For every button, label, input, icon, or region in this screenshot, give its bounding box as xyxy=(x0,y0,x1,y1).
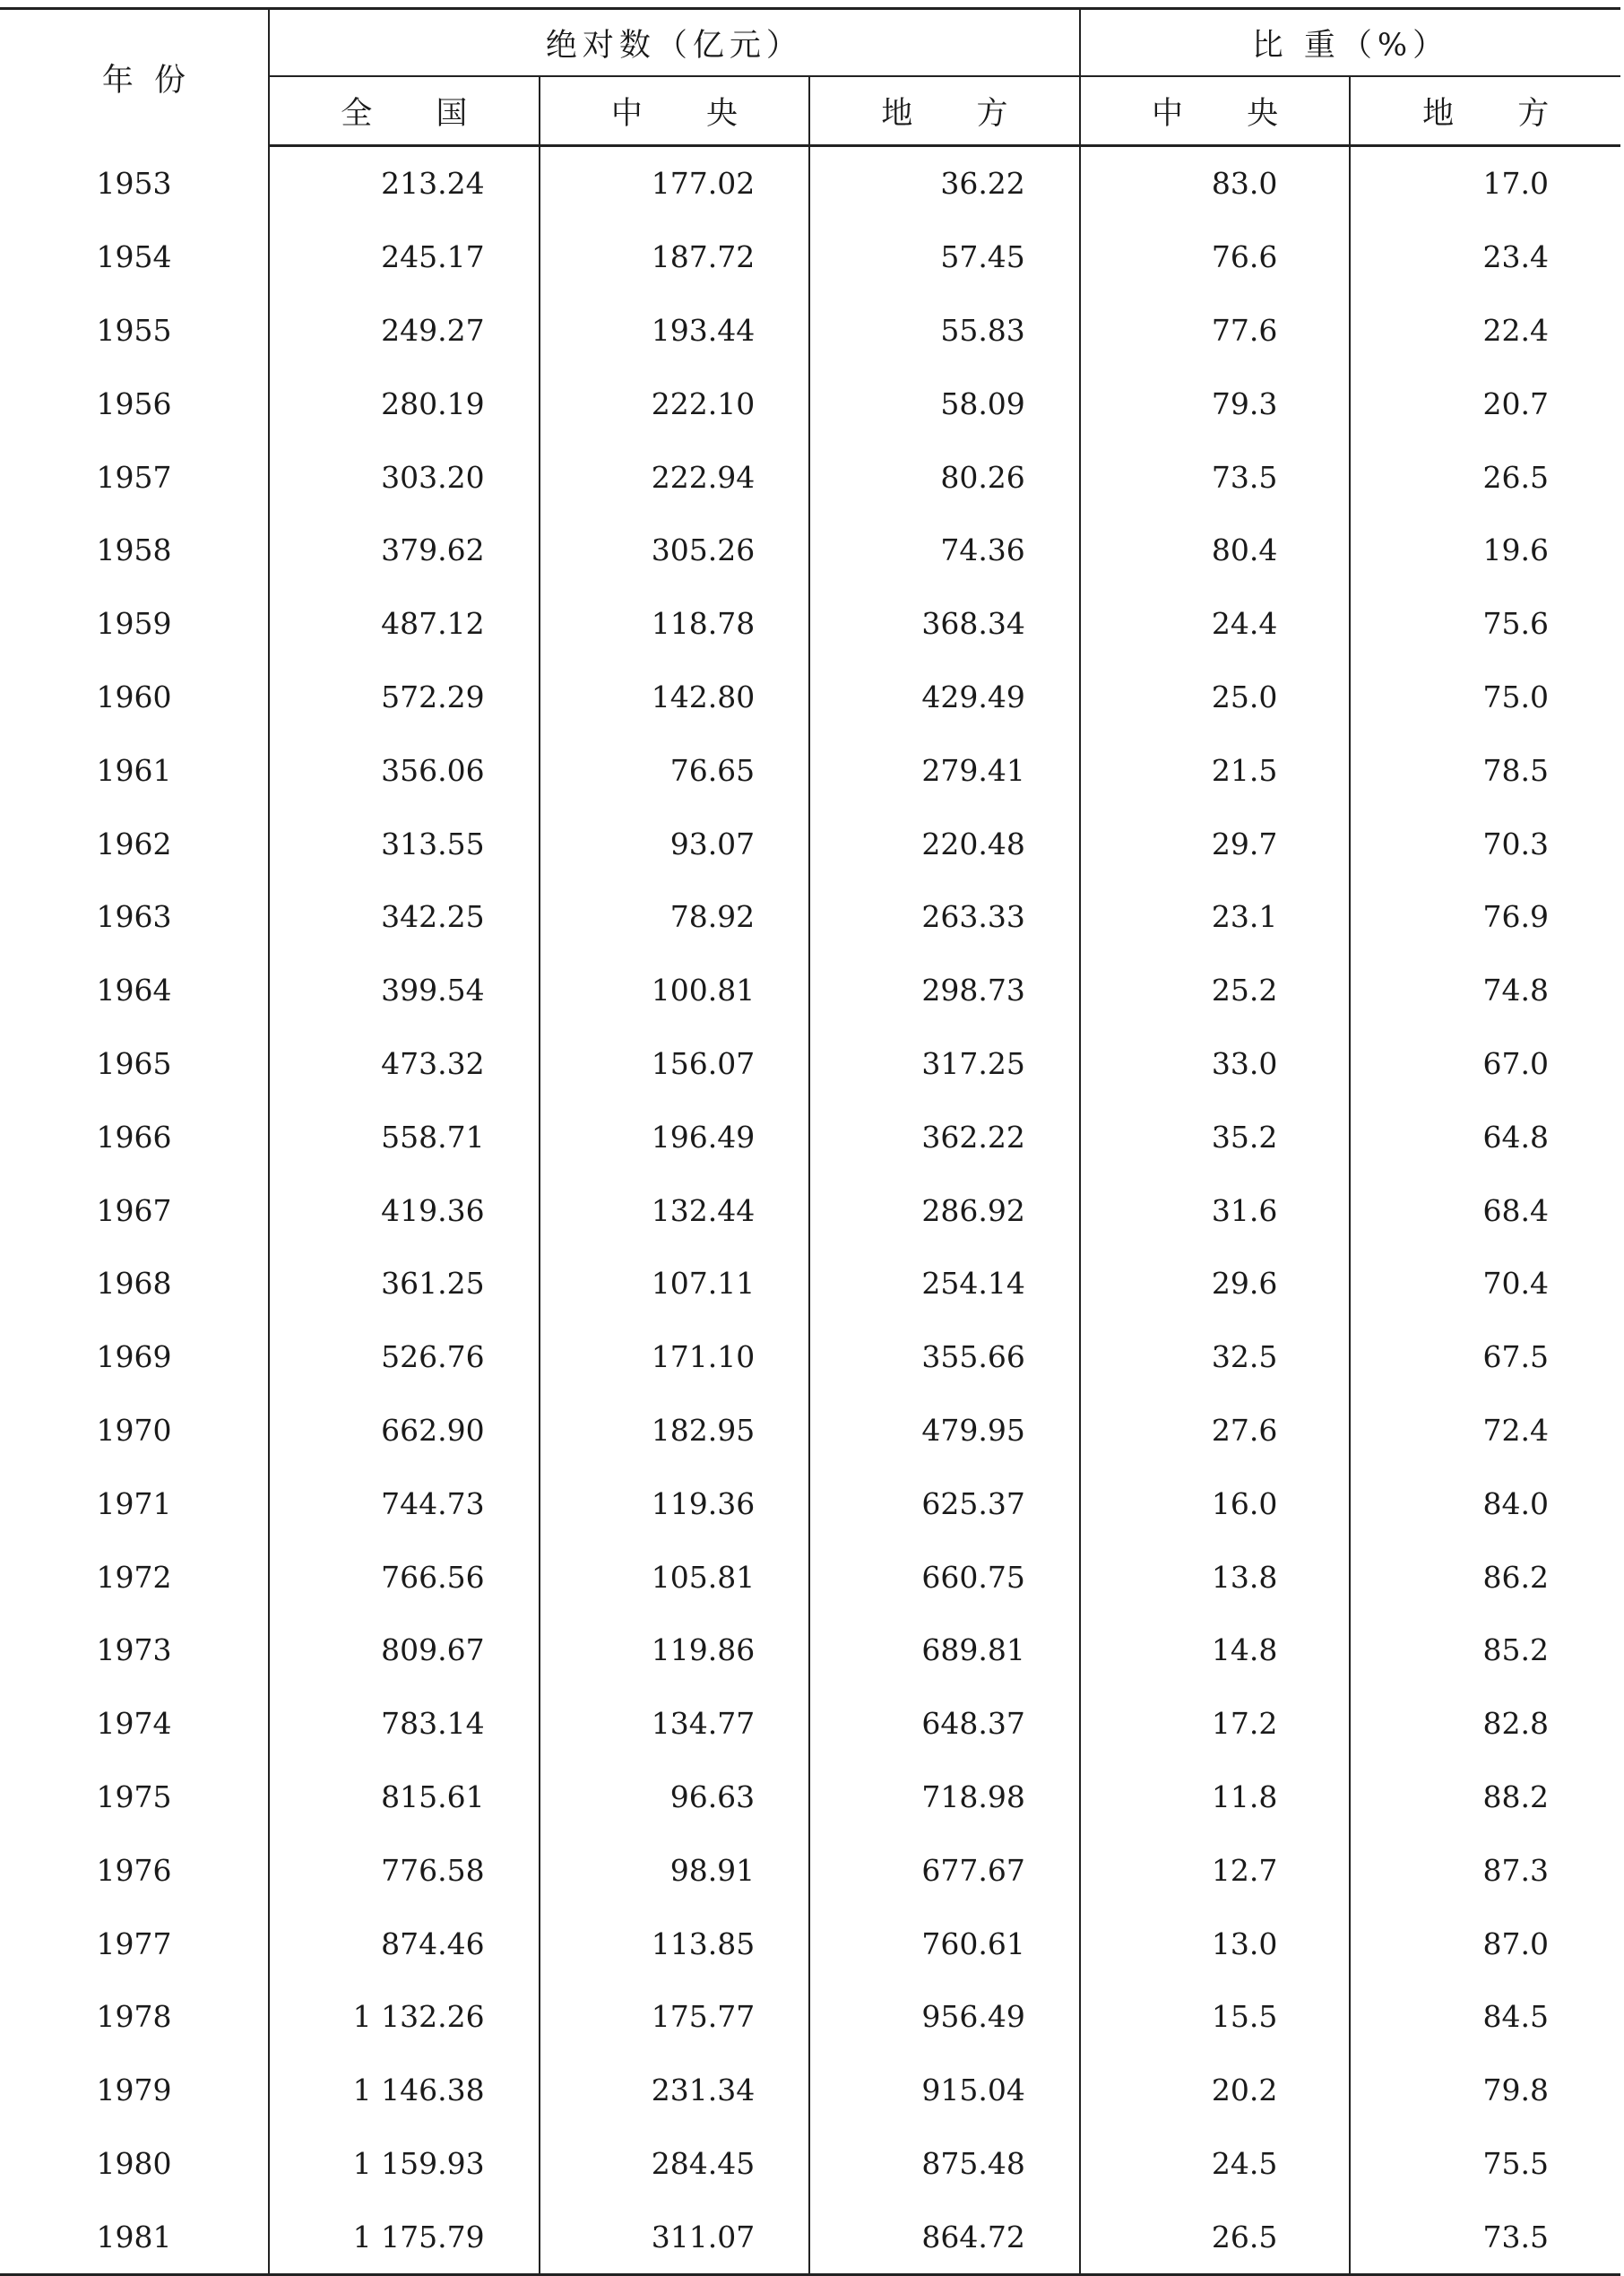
cell-local-pct: 19.6 xyxy=(1482,532,1550,568)
table-row xyxy=(0,880,1620,954)
table-row xyxy=(0,221,1620,294)
cell-year: 1958 xyxy=(0,514,269,587)
cell-local: 317.25 xyxy=(809,1027,1080,1101)
revenue-table xyxy=(0,7,1620,2276)
cell-national: 379.62 xyxy=(269,514,540,587)
table-row xyxy=(0,2127,1620,2201)
cell-local: 355.66 xyxy=(809,1320,1080,1394)
cell-local: 362.22 xyxy=(809,1100,1080,1173)
cell-local: 875.48 xyxy=(809,2127,1080,2201)
cell-year: 1978 xyxy=(0,1980,269,2054)
table-row xyxy=(0,1761,1620,1834)
cell-local-pct: 76.9 xyxy=(1482,899,1550,935)
cell-local: 677.67 xyxy=(809,1833,1080,1907)
cell-central: 284.45 xyxy=(540,2127,810,2201)
header-row-groups xyxy=(0,9,1620,77)
cell-year: 1953 xyxy=(0,146,269,221)
cell-local-pct: 88.2 xyxy=(1482,1778,1550,1814)
cell-local-pct: 82.8 xyxy=(1482,1706,1550,1742)
cell-central: 142.80 xyxy=(540,661,810,734)
cell-central: 118.78 xyxy=(540,587,810,661)
cell-central-pct: 16.0 xyxy=(1080,1467,1351,1540)
table-row xyxy=(0,733,1620,807)
table-row xyxy=(0,146,1620,221)
cell-national: 1 159.93 xyxy=(269,2127,540,2201)
cell-local-pct: 17.0 xyxy=(1482,166,1550,202)
table-row xyxy=(0,367,1620,440)
cell-year: 1959 xyxy=(0,587,269,661)
cell-year: 1965 xyxy=(0,1027,269,1101)
cell-national: 342.25 xyxy=(269,880,540,954)
cell-central: 78.92 xyxy=(540,880,810,954)
cell-year: 1961 xyxy=(0,733,269,807)
cell-central-pct: 20.2 xyxy=(1080,2054,1351,2127)
cell-central-pct: 25.0 xyxy=(1080,661,1351,734)
header-absolute-group: 绝对数（亿元） xyxy=(269,9,1080,77)
cell-local-pct: 85.2 xyxy=(1482,1632,1550,1668)
cell-national: 399.54 xyxy=(269,954,540,1027)
cell-central-pct: 27.6 xyxy=(1080,1394,1351,1467)
cell-year: 1956 xyxy=(0,367,269,440)
cell-central: 156.07 xyxy=(540,1027,810,1101)
cell-central-pct: 83.0 xyxy=(1080,146,1351,221)
cell-local: 254.14 xyxy=(809,1247,1080,1320)
cell-local-pct: 73.5 xyxy=(1350,2200,1620,2274)
table-row xyxy=(0,2054,1620,2127)
cell-local-pct: 86.2 xyxy=(1482,1559,1550,1595)
cell-local-pct: 87.0 xyxy=(1482,1926,1550,1961)
cell-national: 766.56 xyxy=(269,1540,540,1614)
cell-central-pct: 24.4 xyxy=(1080,587,1351,661)
cell-central-pct: 73.5 xyxy=(1080,440,1351,514)
cell-year: 1966 xyxy=(0,1100,269,1173)
cell-national: 303.20 xyxy=(269,440,540,514)
cell-national: 1 146.38 xyxy=(269,2054,540,2127)
cell-central-pct: 77.6 xyxy=(1080,294,1351,368)
cell-year: 1968 xyxy=(0,1247,269,1320)
table-row xyxy=(0,1980,1620,2054)
table-row xyxy=(0,1173,1620,1247)
cell-local-pct: 75.0 xyxy=(1482,679,1550,714)
cell-local: 57.45 xyxy=(809,221,1080,294)
cell-year: 1976 xyxy=(0,1833,269,1907)
table-row xyxy=(0,954,1620,1027)
cell-year: 1963 xyxy=(0,880,269,954)
cell-local: 479.95 xyxy=(809,1394,1080,1467)
table-row xyxy=(0,807,1620,880)
cell-central-pct: 76.6 xyxy=(1080,221,1351,294)
cell-national: 356.06 xyxy=(269,733,540,807)
cell-local-pct: 84.0 xyxy=(1482,1485,1550,1521)
table-row xyxy=(0,1394,1620,1467)
cell-central: 105.81 xyxy=(540,1540,810,1614)
cell-central: 113.85 xyxy=(540,1907,810,1980)
cell-central: 311.07 xyxy=(540,2200,810,2274)
cell-local: 915.04 xyxy=(809,2054,1080,2127)
cell-local: 74.36 xyxy=(809,514,1080,587)
cell-local: 36.22 xyxy=(809,146,1080,221)
cell-year: 1970 xyxy=(0,1394,269,1467)
cell-central-pct: 13.0 xyxy=(1080,1907,1351,1980)
cell-local-pct: 22.4 xyxy=(1482,312,1550,348)
cell-local-pct: 70.3 xyxy=(1482,826,1550,861)
cell-national: 487.12 xyxy=(269,587,540,661)
table-row xyxy=(0,440,1620,514)
header-share-group: 比 重（%） xyxy=(1080,9,1620,77)
table-row xyxy=(0,661,1620,734)
header-national: 全 国 xyxy=(269,76,540,146)
cell-central-pct: 32.5 xyxy=(1080,1320,1351,1394)
cell-central: 182.95 xyxy=(540,1394,810,1467)
cell-local-pct: 74.8 xyxy=(1482,973,1550,1008)
table-row xyxy=(0,1540,1620,1614)
cell-local: 956.49 xyxy=(809,1980,1080,2054)
cell-year: 1960 xyxy=(0,661,269,734)
cell-central: 132.44 xyxy=(540,1173,810,1247)
cell-national: 744.73 xyxy=(269,1467,540,1540)
cell-national: 1 175.79 xyxy=(269,2200,540,2274)
cell-local-pct: 67.0 xyxy=(1482,1045,1550,1081)
cell-local: 689.81 xyxy=(809,1614,1080,1687)
cell-national: 249.27 xyxy=(269,294,540,368)
cell-year: 1969 xyxy=(0,1320,269,1394)
cell-local-pct: 68.4 xyxy=(1482,1192,1550,1228)
table-row xyxy=(0,294,1620,368)
cell-central-pct: 23.1 xyxy=(1080,880,1351,954)
cell-year: 1964 xyxy=(0,954,269,1027)
cell-local: 298.73 xyxy=(809,954,1080,1027)
cell-national: 874.46 xyxy=(269,1907,540,1980)
cell-national: 526.76 xyxy=(269,1320,540,1394)
cell-central: 231.34 xyxy=(540,2054,810,2127)
cell-national: 280.19 xyxy=(269,367,540,440)
cell-year: 1981 xyxy=(0,2200,269,2274)
cell-local: 263.33 xyxy=(809,880,1080,954)
cell-local-pct: 67.5 xyxy=(1482,1339,1550,1375)
cell-central-pct: 21.5 xyxy=(1080,733,1351,807)
cell-local: 80.26 xyxy=(809,440,1080,514)
table-row xyxy=(0,514,1620,587)
table-row xyxy=(0,1467,1620,1540)
cell-local-pct: 70.4 xyxy=(1482,1266,1550,1302)
cell-national: 558.71 xyxy=(269,1100,540,1173)
cell-central-pct: 79.3 xyxy=(1080,367,1351,440)
cell-local-pct: 84.5 xyxy=(1482,1999,1550,2035)
cell-central: 119.86 xyxy=(540,1614,810,1687)
cell-local: 286.92 xyxy=(809,1173,1080,1247)
cell-central-pct: 80.4 xyxy=(1080,514,1351,587)
cell-national: 815.61 xyxy=(269,1761,540,1834)
cell-central: 134.77 xyxy=(540,1687,810,1761)
cell-national: 473.32 xyxy=(269,1027,540,1101)
cell-national: 776.58 xyxy=(269,1833,540,1907)
table-row xyxy=(0,1247,1620,1320)
cell-local: 864.72 xyxy=(809,2200,1080,2274)
cell-national: 361.25 xyxy=(269,1247,540,1320)
cell-central-pct: 35.2 xyxy=(1080,1100,1351,1173)
cell-local-pct: 26.5 xyxy=(1482,459,1550,495)
cell-national: 572.29 xyxy=(269,661,540,734)
cell-local: 279.41 xyxy=(809,733,1080,807)
cell-national: 662.90 xyxy=(269,1394,540,1467)
cell-local-pct: 75.6 xyxy=(1482,606,1550,642)
cell-local-pct: 87.3 xyxy=(1482,1852,1550,1888)
cell-year: 1955 xyxy=(0,294,269,368)
cell-central: 76.65 xyxy=(540,733,810,807)
cell-national: 245.17 xyxy=(269,221,540,294)
table-body xyxy=(0,146,1620,2275)
cell-year: 1975 xyxy=(0,1761,269,1834)
cell-central: 222.94 xyxy=(540,440,810,514)
cell-local-pct: 72.4 xyxy=(1482,1412,1550,1448)
cell-year: 1962 xyxy=(0,807,269,880)
table-row xyxy=(0,587,1620,661)
cell-central: 177.02 xyxy=(540,146,810,221)
cell-year: 1973 xyxy=(0,1614,269,1687)
cell-central-pct: 13.8 xyxy=(1080,1540,1351,1614)
cell-national: 1 132.26 xyxy=(269,1980,540,2054)
cell-local: 368.34 xyxy=(809,587,1080,661)
cell-local-pct: 20.7 xyxy=(1482,385,1550,421)
cell-local-pct: 79.8 xyxy=(1482,2073,1550,2108)
cell-national: 809.67 xyxy=(269,1614,540,1687)
table-row xyxy=(0,1027,1620,1101)
cell-central: 100.81 xyxy=(540,954,810,1027)
table-row xyxy=(0,1833,1620,1907)
table-header xyxy=(0,9,1620,146)
cell-local: 55.83 xyxy=(809,294,1080,368)
header-central: 中 央 xyxy=(540,76,810,146)
cell-local-pct: 75.5 xyxy=(1482,2145,1550,2181)
cell-central-pct: 11.8 xyxy=(1080,1761,1351,1834)
cell-central: 93.07 xyxy=(540,807,810,880)
cell-central: 96.63 xyxy=(540,1761,810,1834)
cell-central-pct: 14.8 xyxy=(1080,1614,1351,1687)
cell-central-pct: 29.6 xyxy=(1080,1247,1351,1320)
table-row xyxy=(0,1320,1620,1394)
cell-central-pct: 31.6 xyxy=(1080,1173,1351,1247)
cell-central: 196.49 xyxy=(540,1100,810,1173)
cell-local-pct: 64.8 xyxy=(1482,1119,1550,1155)
cell-central-pct: 12.7 xyxy=(1080,1833,1351,1907)
cell-central-pct: 15.5 xyxy=(1080,1980,1351,2054)
cell-central: 222.10 xyxy=(540,367,810,440)
table-row xyxy=(0,1100,1620,1173)
cell-local: 429.49 xyxy=(809,661,1080,734)
cell-local: 760.61 xyxy=(809,1907,1080,1980)
cell-local: 625.37 xyxy=(809,1467,1080,1540)
cell-year: 1974 xyxy=(0,1687,269,1761)
cell-central: 171.10 xyxy=(540,1320,810,1394)
cell-central-pct: 25.2 xyxy=(1080,954,1351,1027)
cell-local-pct: 78.5 xyxy=(1482,752,1550,788)
cell-local-pct: 23.4 xyxy=(1482,239,1550,275)
cell-central: 107.11 xyxy=(540,1247,810,1320)
header-local-pct: 地 方 xyxy=(1350,76,1620,146)
cell-year: 1971 xyxy=(0,1467,269,1540)
cell-national: 313.55 xyxy=(269,807,540,880)
table-row xyxy=(0,1907,1620,1980)
cell-local: 58.09 xyxy=(809,367,1080,440)
cell-year: 1980 xyxy=(0,2127,269,2201)
cell-central-pct: 29.7 xyxy=(1080,807,1351,880)
cell-local: 648.37 xyxy=(809,1687,1080,1761)
cell-central: 193.44 xyxy=(540,294,810,368)
cell-local: 718.98 xyxy=(809,1761,1080,1834)
cell-year: 1957 xyxy=(0,440,269,514)
table-row xyxy=(0,2200,1620,2274)
cell-year: 1979 xyxy=(0,2054,269,2127)
cell-central: 305.26 xyxy=(540,514,810,587)
cell-central-pct: 24.5 xyxy=(1080,2127,1351,2201)
cell-year: 1977 xyxy=(0,1907,269,1980)
cell-central-pct: 33.0 xyxy=(1080,1027,1351,1101)
cell-central: 175.77 xyxy=(540,1980,810,2054)
cell-year: 1954 xyxy=(0,221,269,294)
header-central-pct: 中 央 xyxy=(1080,76,1351,146)
cell-central: 98.91 xyxy=(540,1833,810,1907)
header-local: 地 方 xyxy=(809,76,1080,146)
table-row xyxy=(0,1614,1620,1687)
cell-national: 783.14 xyxy=(269,1687,540,1761)
cell-national: 213.24 xyxy=(269,146,540,221)
cell-year: 1972 xyxy=(0,1540,269,1614)
table-row xyxy=(0,1687,1620,1761)
cell-central: 119.36 xyxy=(540,1467,810,1540)
cell-year: 1967 xyxy=(0,1173,269,1247)
cell-central-pct: 17.2 xyxy=(1080,1687,1351,1761)
cell-central-pct: 26.5 xyxy=(1080,2200,1351,2274)
cell-central: 187.72 xyxy=(540,221,810,294)
cell-local: 220.48 xyxy=(809,807,1080,880)
cell-national: 419.36 xyxy=(269,1173,540,1247)
header-year: 年 份 xyxy=(0,9,269,146)
cell-local: 660.75 xyxy=(809,1540,1080,1614)
